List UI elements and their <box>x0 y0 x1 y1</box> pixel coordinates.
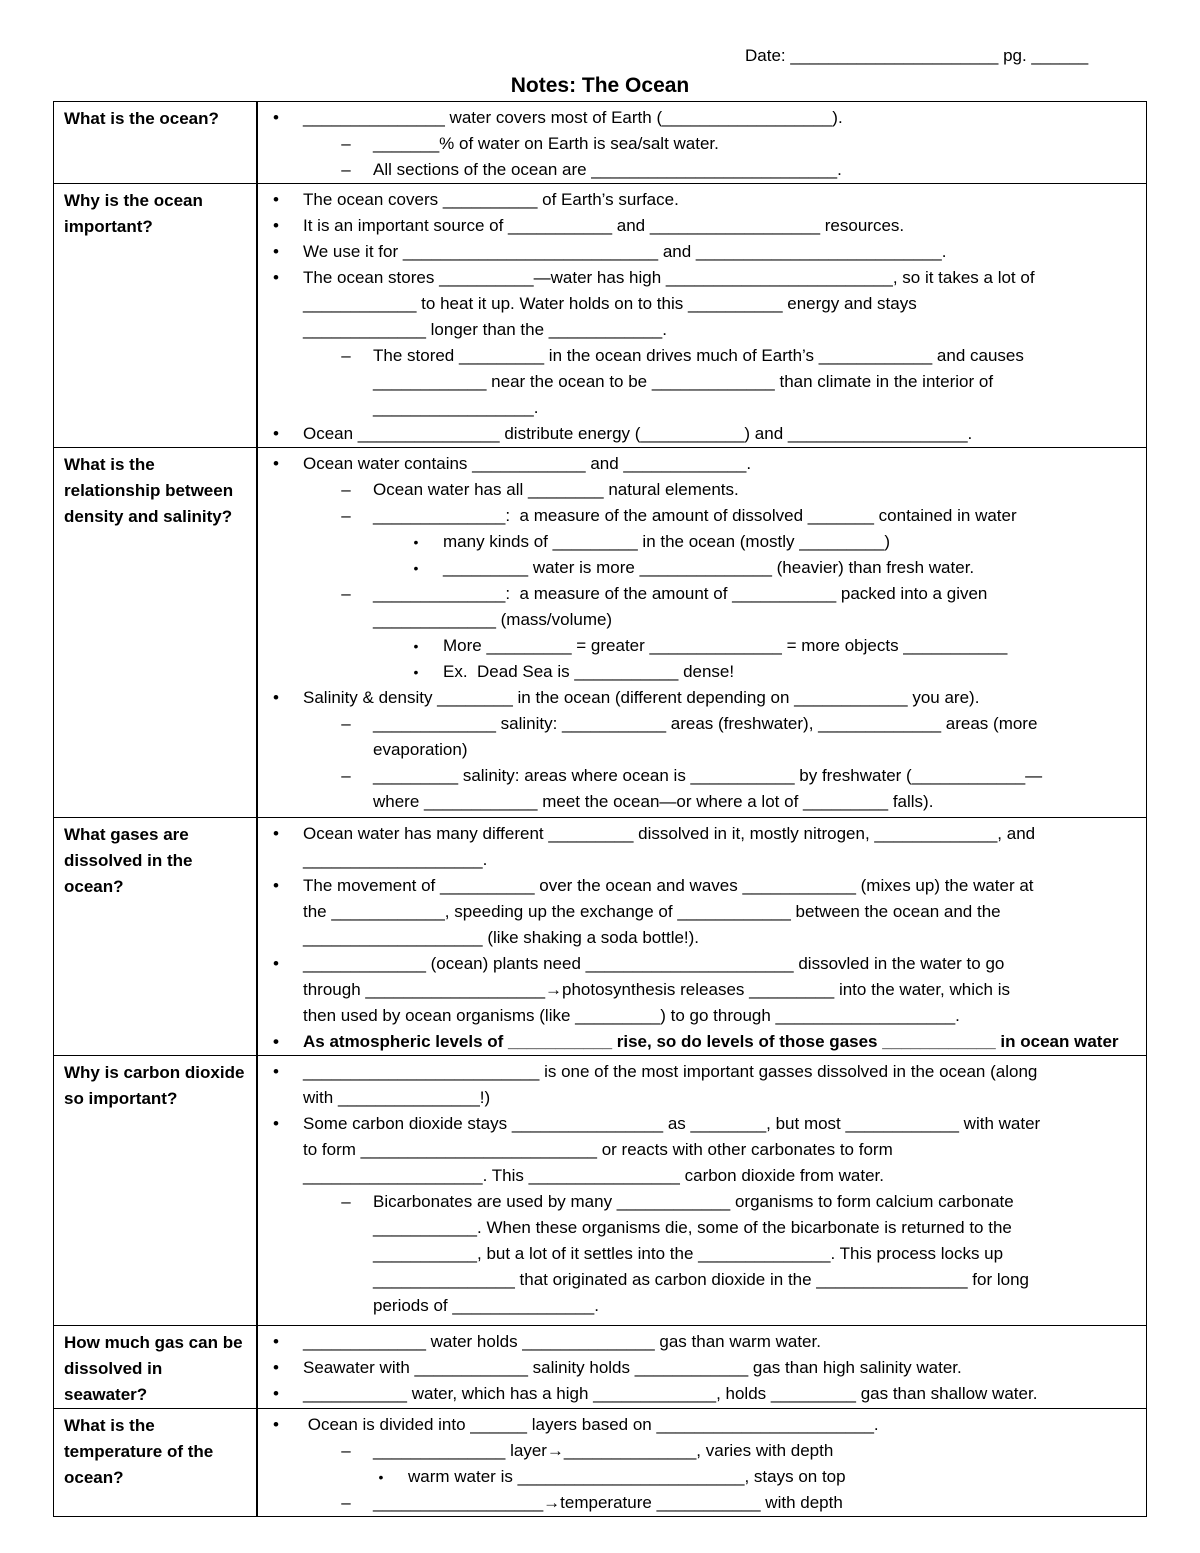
note-text: _______% of water on Earth is sea/salt water. <box>373 134 719 153</box>
note-text: The ocean stores __________—water has high ________________________, so it takes a lot of <box>303 268 1035 287</box>
note-line <box>258 1293 1138 1319</box>
note-line <box>258 265 1138 291</box>
date-page-line: Date: ______________________ pg. ______ <box>745 46 1089 65</box>
note-text: _____________ salinity: ___________ areas (freshwater), _____________ areas (more <box>373 714 1038 733</box>
note-text: Salinity & density ________ in the ocean (different depending on ____________ you are). <box>303 688 980 707</box>
note-line <box>258 1464 1138 1490</box>
bullet-icon: • <box>273 190 279 209</box>
notes-row <box>54 1056 1147 1326</box>
note-line <box>258 317 1138 343</box>
bullet-icon: • <box>273 108 279 127</box>
answer-cell <box>257 184 1147 448</box>
note-line <box>258 395 1138 421</box>
question-cell: Why is the ocean important? <box>54 184 258 448</box>
note-line <box>258 451 1138 477</box>
note-line <box>258 633 1138 659</box>
note-text: ___________________. <box>303 850 488 869</box>
note-text: _________ salinity: areas where ocean is ___________ by freshwater (____________— <box>373 766 1043 785</box>
note-line <box>258 737 1138 763</box>
dash-bullet-icon: – <box>341 134 351 153</box>
note-text: Some carbon dioxide stays ________________ as ________, but most ____________ with water <box>303 1114 1041 1133</box>
note-text: Ocean _______________ distribute energy (___________) and ___________________. <box>303 424 973 443</box>
note-line <box>258 343 1138 369</box>
note-line <box>258 1412 1138 1438</box>
bullet-icon: • <box>413 560 419 576</box>
note-line <box>258 873 1138 899</box>
note-text: ____________ to heat it up. Water holds on to this __________ energy and stays <box>303 294 917 313</box>
note-line <box>258 821 1138 847</box>
answer-cell <box>257 448 1147 818</box>
dash-bullet-icon: – <box>341 1192 351 1211</box>
bullet-icon: • <box>273 688 279 707</box>
answer-cell <box>257 818 1147 1056</box>
notes-row <box>54 818 1147 1056</box>
note-text: ___________. When these organisms die, some of the bicarbonate is returned to the <box>373 1218 1012 1237</box>
note-text: The movement of __________ over the ocean and waves ____________ (mixes up) the water at <box>303 876 1034 895</box>
bullet-icon: • <box>273 454 279 473</box>
dash-bullet-icon: – <box>341 1493 351 1512</box>
note-text: many kinds of _________ in the ocean (mostly _________) <box>443 532 891 551</box>
note-line <box>258 925 1138 951</box>
note-line <box>258 1189 1138 1215</box>
note-line <box>258 477 1138 503</box>
note-text: _________ water is more ______________ (heavier) than fresh water. <box>443 558 975 577</box>
note-text: It is an important source of ___________ and __________________ resources. <box>303 216 905 235</box>
bullet-icon: • <box>273 876 279 895</box>
question-cell: What is the temperature of the ocean? <box>54 1409 258 1517</box>
dash-bullet-icon: – <box>341 584 351 603</box>
note-text: then used by ocean organisms (like _________) to go through ___________________. <box>303 1006 960 1025</box>
bullet-icon: • <box>273 242 279 261</box>
note-text: to form _________________________ or reacts with other carbonates to form <box>303 1140 893 1159</box>
bullet-icon: • <box>273 1384 279 1403</box>
note-line <box>258 187 1138 213</box>
answer-cell <box>257 1056 1147 1326</box>
bullet-icon: • <box>273 1332 279 1351</box>
question-cell: Why is carbon dioxide so important? <box>54 1056 258 1326</box>
note-text: _________________________ is one of the most important gasses dissolved in the ocean (along <box>303 1062 1038 1081</box>
bullet-icon: • <box>413 534 419 550</box>
note-line <box>258 1163 1138 1189</box>
note-line <box>258 1329 1138 1355</box>
note-text: The ocean covers __________ of Earth’s surface. <box>303 190 679 209</box>
note-text: evaporation) <box>373 740 468 759</box>
note-line <box>258 659 1138 685</box>
dash-bullet-icon: – <box>341 346 351 365</box>
note-line <box>258 977 1138 1003</box>
notes-row <box>54 448 1147 818</box>
note-text: Ocean is divided into ______ layers based on _______________________. <box>303 1415 879 1434</box>
note-text: the ____________, speeding up the exchange of ____________ between the ocean and the <box>303 902 1001 921</box>
note-text: _____________ (ocean) plants need ______________________ dissovled in the water to go <box>303 954 1005 973</box>
notes-row <box>54 102 1147 184</box>
note-line <box>258 369 1138 395</box>
question-cell: What is the relationship between density and salinity? <box>54 448 258 818</box>
note-text: _____________ (mass/volume) <box>373 610 613 629</box>
note-text: ______________ layer→______________, varies with depth <box>373 1441 834 1460</box>
note-text: ___________________. This ________________ carbon dioxide from water. <box>303 1166 884 1185</box>
note-text: ____________ near the ocean to be _____________ than climate in the interior of <box>373 372 994 391</box>
note-text: _______________ water covers most of Earth (__________________). <box>303 108 843 127</box>
question-cell: What is the ocean? <box>54 102 258 184</box>
question-cell: How much gas can be dissolved in seawater? <box>54 1326 258 1409</box>
note-line <box>258 131 1138 157</box>
notes-row <box>54 1326 1147 1409</box>
bullet-icon: • <box>413 664 419 680</box>
note-line <box>258 1029 1138 1055</box>
bullet-icon: • <box>273 1415 279 1434</box>
dash-bullet-icon: – <box>341 714 351 733</box>
note-text: periods of _______________. <box>373 1296 599 1315</box>
note-line <box>258 291 1138 317</box>
note-text: ___________________ (like shaking a soda bottle!). <box>303 928 700 947</box>
note-text: Ocean water contains ____________ and _____________. <box>303 454 752 473</box>
note-line <box>258 1215 1138 1241</box>
note-line <box>258 1355 1138 1381</box>
note-line <box>258 1003 1138 1029</box>
dash-bullet-icon: – <box>341 506 351 525</box>
note-text: Ocean water has all ________ natural elements. <box>373 480 739 499</box>
note-line <box>258 529 1138 555</box>
note-text: where ____________ meet the ocean—or where a lot of _________ falls). <box>373 792 934 811</box>
note-text: __________________→temperature ___________ with depth <box>373 1493 843 1512</box>
bullet-icon: • <box>378 1469 384 1485</box>
bullet-icon: • <box>273 954 279 973</box>
note-line <box>258 951 1138 977</box>
note-text: All sections of the ocean are __________________________. <box>373 160 842 179</box>
dash-bullet-icon: – <box>341 766 351 785</box>
note-line <box>258 1438 1138 1464</box>
note-text: ______________: a measure of the amount of dissolved _______ contained in water <box>373 506 1017 525</box>
note-line <box>258 1490 1138 1516</box>
bullet-icon: • <box>273 424 279 443</box>
note-line <box>258 789 1138 815</box>
answer-cell <box>257 1409 1147 1517</box>
note-line <box>258 763 1138 789</box>
note-line <box>258 711 1138 737</box>
note-text: with _______________!) <box>303 1088 491 1107</box>
note-line <box>258 1085 1138 1111</box>
note-text: through ___________________→photosynthesis releases _________ into the water, which is <box>303 980 1010 999</box>
dash-bullet-icon: – <box>341 480 351 499</box>
note-text: _____________ water holds ______________ gas than warm water. <box>303 1332 821 1351</box>
question-cell: What gases are dissolved in the ocean? <box>54 818 258 1056</box>
bullet-icon: • <box>273 1358 279 1377</box>
note-line <box>258 157 1138 183</box>
note-line <box>258 421 1138 447</box>
note-line <box>258 1267 1138 1293</box>
notes-row <box>54 184 1147 448</box>
note-text: The stored _________ in the ocean drives much of Earth’s ____________ and causes <box>373 346 1024 365</box>
note-text: _____________ longer than the ____________. <box>303 320 667 339</box>
note-text: More _________ = greater ______________ = more objects ___________ <box>443 636 1008 655</box>
note-line <box>258 1059 1138 1085</box>
note-text: ___________, but a lot of it settles into the ______________. This process locks up <box>373 1244 1004 1263</box>
note-line <box>258 213 1138 239</box>
note-text: Ex. Dead Sea is ___________ dense! <box>443 662 735 681</box>
note-line <box>258 847 1138 873</box>
note-text: Seawater with ____________ salinity holds ____________ gas than high salinity water. <box>303 1358 962 1377</box>
note-text: As atmospheric levels of ___________ rise, so do levels of those gases ____________ in ocean water <box>303 1032 1119 1051</box>
note-text: ______________: a measure of the amount of ___________ packed into a given <box>373 584 988 603</box>
note-line <box>258 685 1138 711</box>
notes-row <box>54 1409 1147 1517</box>
note-text: We use it for ___________________________ and __________________________. <box>303 242 947 261</box>
note-line <box>258 555 1138 581</box>
note-line <box>258 1111 1138 1137</box>
note-text: warm water is ________________________, stays on top <box>408 1467 846 1486</box>
answer-cell <box>257 102 1147 184</box>
note-text: _________________. <box>373 398 539 417</box>
bullet-icon: • <box>273 268 279 287</box>
dash-bullet-icon: – <box>341 160 351 179</box>
note-text: ___________ water, which has a high _____________, holds _________ gas than shallow water. <box>303 1384 1038 1403</box>
answer-cell <box>257 1326 1147 1409</box>
bullet-icon: • <box>273 824 279 843</box>
note-line <box>258 581 1138 607</box>
bullet-icon: • <box>273 1062 279 1081</box>
note-line <box>258 239 1138 265</box>
note-line <box>258 607 1138 633</box>
notes-table <box>53 101 1147 1517</box>
bullet-icon: • <box>273 216 279 235</box>
note-line <box>258 1241 1138 1267</box>
note-line <box>258 503 1138 529</box>
note-text: Ocean water has many different _________ dissolved in it, mostly nitrogen, _____________, and <box>303 824 1036 843</box>
note-line <box>258 1137 1138 1163</box>
bullet-icon: • <box>273 1032 279 1051</box>
dash-bullet-icon: – <box>341 1441 351 1460</box>
bullet-icon: • <box>273 1114 279 1133</box>
note-line <box>258 1381 1138 1407</box>
bullet-icon: • <box>413 638 419 654</box>
note-line <box>258 105 1138 131</box>
page-title: Notes: The Ocean <box>510 74 690 97</box>
note-text: Bicarbonates are used by many ____________ organisms to form calcium carbonate <box>373 1192 1014 1211</box>
note-text: _______________ that originated as carbon dioxide in the ________________ for long <box>373 1270 1029 1289</box>
note-line <box>258 899 1138 925</box>
